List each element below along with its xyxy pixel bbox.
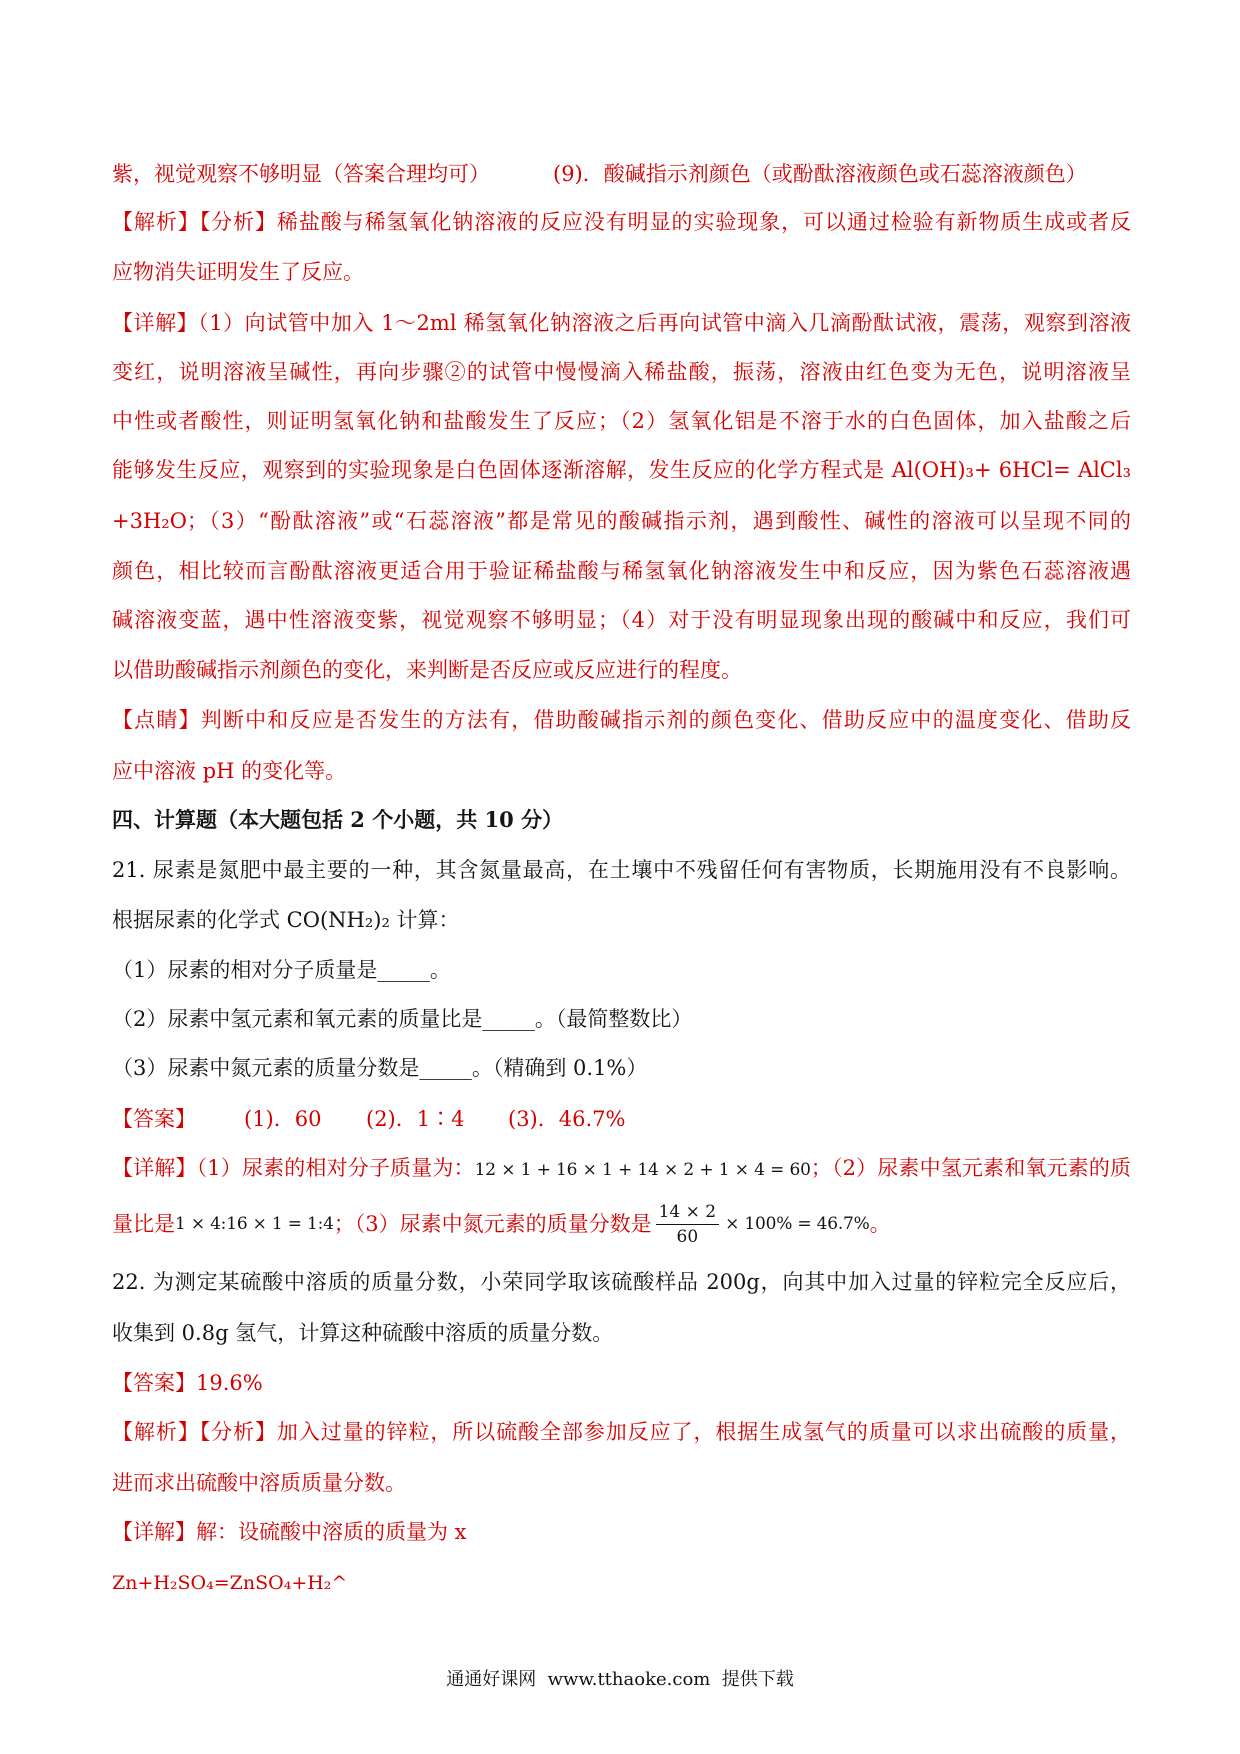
q21-detail-line-1 bbox=[112, 1153, 1131, 1183]
prev-detail-line-7: 碱溶液变蓝，遇中性溶液变紫，视觉观察不够明显；（4）对于没有明显现象出现的酸碱中和反应，我们可 bbox=[112, 608, 1131, 632]
q21-answer-item-2: (2)．1∶4 bbox=[366, 1107, 465, 1131]
q21-stem-line-2: 根据尿素的化学式 CO(NH₂)₂ 计算： bbox=[112, 908, 460, 932]
prev-analysis-line-1: 【解析】【分析】稀盐酸与稀氢氧化钠溶液的反应没有明显的实验现象，可以通过检验有新物质生成或者反 bbox=[112, 210, 1131, 234]
prev-answer-tail-b: (9)．酸碱指示剂颜色（或酚酞溶液颜色或石蕊溶液颜色） bbox=[553, 162, 1087, 186]
q21-detail-text-3: 量比是 bbox=[112, 1212, 175, 1236]
prev-answer-tail-line bbox=[112, 159, 1131, 189]
q21-answer-item-3: (3)．46.7% bbox=[508, 1107, 626, 1131]
mass-fraction bbox=[656, 1200, 720, 1249]
q21-detail-formula-1: 12 × 1 + 16 × 1 + 14 × 2 + 1 × 4 = 60 bbox=[474, 1160, 811, 1180]
q22-answer: 【答案】19.6% bbox=[112, 1371, 263, 1395]
q21-detail-formula-2: 1 × 4:16 × 1 = 1:4 bbox=[175, 1214, 334, 1234]
q22-analysis-line-1: 【解析】【分析】加入过量的锌粒，所以硫酸全部参加反应了，根据生成氢气的质量可以求出硫酸的质量， bbox=[112, 1420, 1131, 1444]
q22-stem-line-1: 22. 为测定某硫酸中溶质的质量分数，小荣同学取该硫酸样品 200g，向其中加入过量的锌粒完全反应后， bbox=[112, 1270, 1131, 1294]
prev-detail-line-6: 颜色，相比较而言酚酞溶液更适合用于验证稀盐酸与稀氢氧化钠溶液发生中和反应，因为紫色石蕊溶液遇 bbox=[112, 559, 1131, 583]
q21-detail-formula-3: × 100% = 46.7% bbox=[725, 1214, 870, 1234]
q21-detail-line-2 bbox=[112, 1193, 1131, 1255]
prev-detail-line-8: 以借助酸碱指示剂颜色的变化，来判断是否反应或反应进行的程度。 bbox=[112, 658, 742, 682]
q21-detail-text-1: 【详解】（1）尿素的相对分子质量为： bbox=[112, 1156, 475, 1180]
page-footer: 通通好课网 www.tthaoke.com 提供下载 bbox=[446, 1669, 794, 1690]
q21-part-2: （2）尿素中氢元素和氧元素的质量比是_____。（最简整数比） bbox=[112, 1007, 693, 1031]
q21-detail-text-2: ；（2）尿素中氢元素和氧元素的质 bbox=[810, 1156, 1131, 1180]
fraction-numerator: 14 × 2 bbox=[656, 1200, 720, 1225]
q21-stem-line-1: 21. 尿素是氮肥中最主要的一种，其含氮量最高，在土壤中不残留任何有害物质，长期施用没有不良影响。 bbox=[112, 858, 1131, 882]
section-heading: 四、计算题（本大题包括 2 个小题，共 10 分） bbox=[112, 807, 564, 832]
prev-detail-line-5: +3H₂O；（3）“酚酞溶液”或“石蕊溶液”都是常见的酸碱指示剂，遇到酸性、碱性的溶液可以呈现不同的 bbox=[112, 509, 1131, 533]
q21-detail-text-5: 。 bbox=[869, 1212, 891, 1236]
q21-answer-line bbox=[112, 1104, 1131, 1134]
q22-stem-line-2: 收集到 0.8g 氢气，计算这种硫酸中溶质的质量分数。 bbox=[112, 1321, 614, 1345]
q22-analysis-line-2: 进而求出硫酸中溶质质量分数。 bbox=[112, 1471, 406, 1495]
q21-part-3: （3）尿素中氮元素的质量分数是_____。（精确到 0.1%） bbox=[112, 1056, 648, 1080]
prev-detail-line-2: 变红，说明溶液呈碱性，再向步骤②的试管中慢慢滴入稀盐酸，振荡，溶液由红色变为无色，说明溶液呈 bbox=[112, 360, 1131, 384]
fraction-denominator: 60 bbox=[676, 1226, 699, 1247]
q21-detail-text-4: ；（3）尿素中氮元素的质量分数是 bbox=[333, 1212, 652, 1236]
q22-equation: Zn+H₂SO₄=ZnSO₄+H₂^ bbox=[112, 1572, 348, 1594]
q22-detail: 【详解】解：设硫酸中溶质的质量为 x bbox=[112, 1520, 467, 1544]
prev-tip-line-2: 应中溶液 pH 的变化等。 bbox=[112, 759, 347, 783]
prev-detail-line-1: 【详解】（1）向试管中加入 1～2ml 稀氢氧化钠溶液之后再向试管中滴入几滴酚酞试液，震荡，观察到溶液 bbox=[112, 311, 1131, 335]
q21-answer-label: 【答案】 bbox=[112, 1107, 196, 1131]
prev-tip-line-1: 【点睛】判断中和反应是否发生的方法有，借助酸碱指示剂的颜色变化、借助反应中的温度变化、借助反 bbox=[112, 708, 1131, 732]
prev-analysis-line-2: 应物消失证明发生了反应。 bbox=[112, 260, 364, 284]
prev-detail-line-4: 能够发生反应，观察到的实验现象是白色固体逐渐溶解，发生反应的化学方程式是 Al(OH)₃+ 6HCl= AlCl₃ bbox=[112, 458, 1131, 482]
q21-answer-item-1: (1)．60 bbox=[244, 1107, 322, 1131]
prev-answer-tail-a: 紫，视觉观察不够明显（答案合理均可） bbox=[112, 162, 490, 186]
q21-part-1: （1）尿素的相对分子质量是_____。 bbox=[112, 958, 451, 982]
prev-detail-line-3: 中性或者酸性，则证明氢氧化钠和盐酸发生了反应；（2）氢氧化铝是不溶于水的白色固体，加入盐酸之后 bbox=[112, 409, 1131, 433]
